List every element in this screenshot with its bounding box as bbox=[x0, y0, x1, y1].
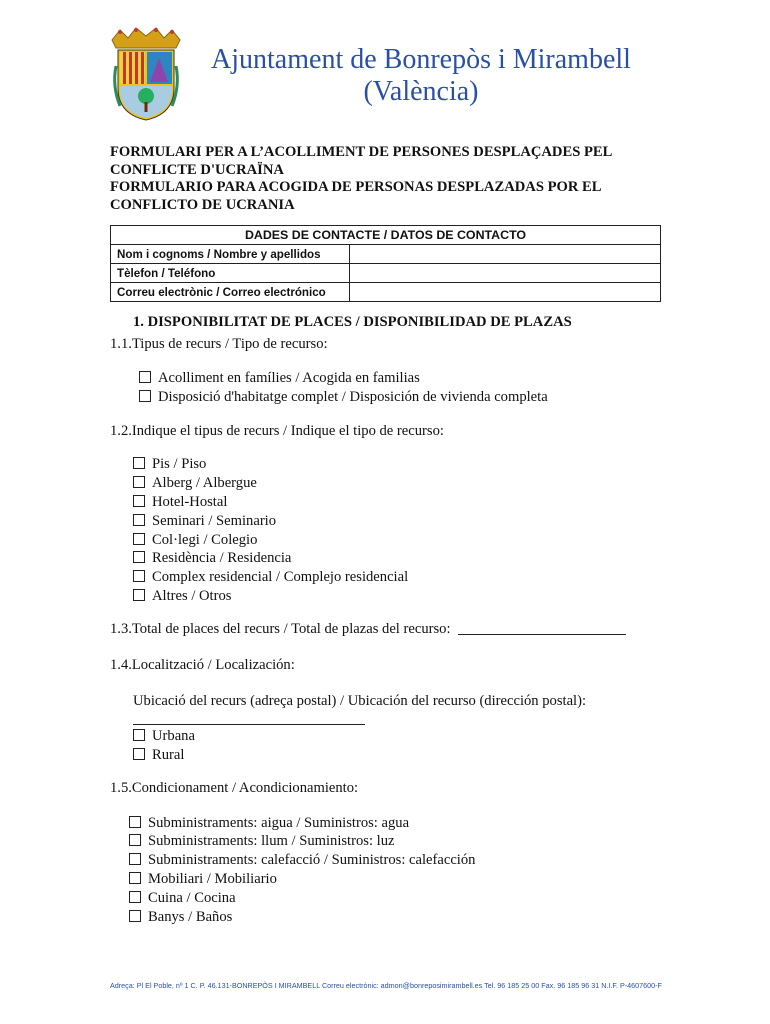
list-item bbox=[133, 512, 276, 530]
checkbox[interactable] bbox=[129, 910, 141, 922]
list-item bbox=[133, 531, 257, 549]
checkbox[interactable] bbox=[133, 589, 145, 601]
location-address-label: Ubicació del recurs (adreça postal) / Ubicación del recurso (dirección postal): bbox=[133, 693, 587, 709]
form-title-line: CONFLICTE D'UCRAÏNA bbox=[110, 161, 284, 178]
form-title-line: FORMULARI PER A L’ACOLLIMENT DE PERSONES DESPLAÇADES PEL bbox=[110, 144, 613, 160]
checkbox[interactable] bbox=[133, 551, 145, 563]
checkbox[interactable] bbox=[133, 476, 145, 488]
table-row bbox=[111, 283, 661, 302]
option-label: Mobiliari / Mobiliario bbox=[148, 871, 277, 887]
contact-table-header: DADES DE CONTACTE / DATOS DE CONTACTO bbox=[111, 226, 661, 245]
contact-table bbox=[110, 225, 661, 302]
checkbox[interactable] bbox=[133, 457, 145, 469]
option-label: Hotel-Hostal bbox=[152, 494, 228, 510]
name-field[interactable] bbox=[350, 245, 661, 264]
question-label: 1.3.Total de places del recurs / Total de plazas del recurso: bbox=[110, 621, 451, 637]
option-label: Complex residencial / Complejo residencial bbox=[152, 569, 409, 585]
list-item bbox=[133, 493, 227, 511]
list-item bbox=[133, 727, 195, 745]
checkbox[interactable] bbox=[139, 390, 151, 402]
option-label: Col·legi / Colegio bbox=[152, 532, 258, 548]
checkbox[interactable] bbox=[133, 570, 145, 582]
phone-label: Tèlefon / Teléfono bbox=[111, 264, 350, 283]
list-item bbox=[133, 549, 291, 567]
option-label: Cuina / Cocina bbox=[148, 890, 236, 906]
checkbox[interactable] bbox=[133, 514, 145, 526]
list-item bbox=[129, 851, 475, 869]
list-item bbox=[133, 746, 184, 764]
table-row bbox=[111, 264, 661, 283]
checkbox[interactable] bbox=[133, 533, 145, 545]
option-label: Altres / Otros bbox=[152, 588, 232, 604]
checkbox[interactable] bbox=[139, 371, 151, 383]
address-field[interactable] bbox=[133, 710, 365, 725]
list-item bbox=[139, 369, 420, 387]
option-label: Pis / Piso bbox=[152, 456, 207, 472]
option-label: Disposició d'habitatge complet / Disposición de vivienda completa bbox=[158, 389, 548, 405]
municipality-title bbox=[190, 44, 652, 108]
form-title-line: FORMULARIO PARA ACOGIDA DE PERSONAS DESPLAZADAS POR EL bbox=[110, 179, 602, 196]
option-label: Residència / Residencia bbox=[152, 550, 292, 566]
section-title: 1. DISPONIBILITAT DE PLACES / DISPONIBILIDAD DE PLAZAS bbox=[133, 314, 572, 330]
question-location: 1.4.Localització / Localización: bbox=[110, 657, 295, 673]
option-label: Subministraments: aigua / Suministros: agua bbox=[148, 815, 410, 831]
option-label: Seminari / Seminario bbox=[152, 513, 277, 529]
option-label: Banys / Baños bbox=[148, 909, 233, 925]
option-label: Subministraments: calefacció / Suministros: calefacción bbox=[148, 852, 476, 868]
list-item bbox=[133, 568, 408, 586]
checkbox[interactable] bbox=[133, 495, 145, 507]
list-item bbox=[133, 455, 206, 473]
list-item bbox=[129, 832, 394, 850]
name-label: Nom i cognoms / Nombre y apellidos bbox=[111, 245, 350, 264]
option-label: Acolliment en famílies / Acogida en familias bbox=[158, 370, 420, 386]
checkbox[interactable] bbox=[133, 729, 145, 741]
form-title-line: CONFLICTO DE UCRANIA bbox=[110, 196, 295, 213]
option-label: Subministraments: llum / Suministros: luz bbox=[148, 833, 395, 849]
checkbox[interactable] bbox=[129, 872, 141, 884]
email-field[interactable] bbox=[350, 283, 661, 302]
municipality-province: (València) bbox=[363, 76, 479, 107]
question-conditions: 1.5.Condicionament / Acondicionamiento: bbox=[110, 780, 359, 796]
table-row bbox=[111, 245, 661, 264]
checkbox[interactable] bbox=[129, 834, 141, 846]
footer-address: Adreça: Pl El Poble, nº 1 C. P. 46.131-BONREPÒS I MIRAMBELL Correu electrònic: admon@bonreposimirambell.es Tel. 96 185 25 00 Fax. 96 185 96 31 N.I.F. P-4607600-F bbox=[110, 981, 662, 990]
list-item bbox=[129, 870, 277, 888]
list-item bbox=[133, 474, 257, 492]
checkbox[interactable] bbox=[129, 816, 141, 828]
checkbox[interactable] bbox=[133, 748, 145, 760]
question-total-places bbox=[110, 620, 626, 638]
list-item bbox=[129, 889, 236, 907]
option-label: Alberg / Albergue bbox=[152, 475, 257, 491]
municipality-name: Ajuntament de Bonrepòs i Mirambell bbox=[211, 44, 631, 75]
checkbox[interactable] bbox=[129, 853, 141, 865]
option-label: Rural bbox=[152, 747, 185, 763]
checkbox[interactable] bbox=[129, 891, 141, 903]
question-resource-type: 1.1.Tipus de recurs / Tipo de recurso: bbox=[110, 336, 328, 352]
list-item bbox=[129, 908, 232, 926]
total-places-field[interactable] bbox=[458, 620, 626, 635]
phone-field[interactable] bbox=[350, 264, 661, 283]
list-item bbox=[139, 388, 548, 406]
list-item bbox=[133, 587, 231, 605]
option-label: Urbana bbox=[152, 728, 195, 744]
form-title bbox=[110, 144, 670, 214]
list-item bbox=[129, 814, 409, 832]
coat-of-arms-icon bbox=[106, 26, 186, 122]
email-label: Correu electrònic / Correo electrónico bbox=[111, 283, 350, 302]
question-resource-kind: 1.2.Indique el tipus de recurs / Indique el tipo de recurso: bbox=[110, 423, 444, 439]
